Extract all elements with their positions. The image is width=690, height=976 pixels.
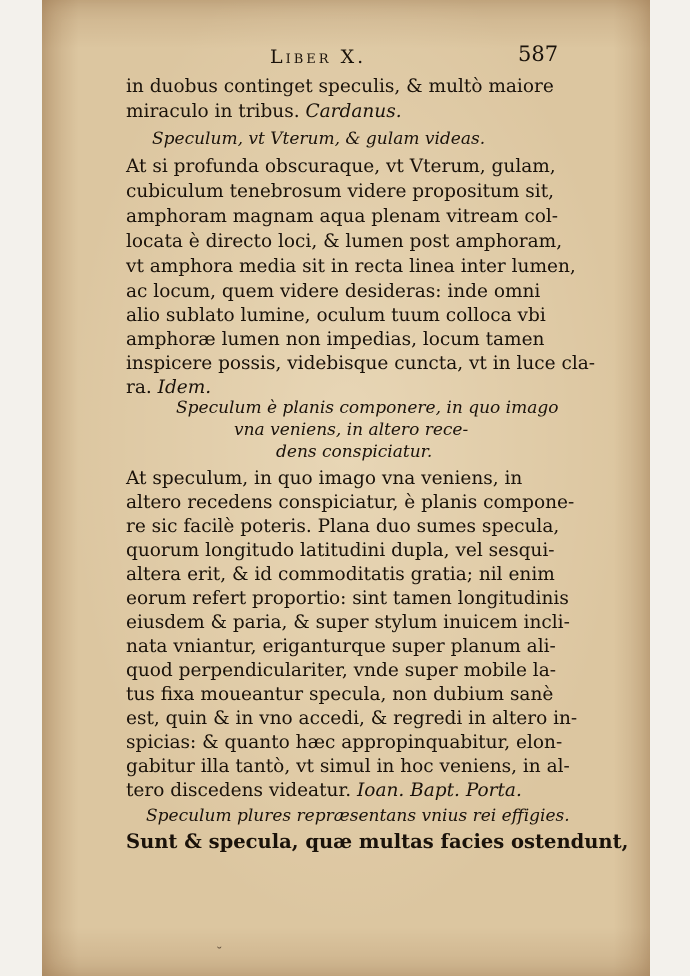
text-line: nata vniantur, eriganturque super planum ali-: [126, 636, 556, 657]
text-line: Sunt & specula, quæ multas facies ostendunt,: [126, 830, 629, 853]
text-line: eiusdem & paria, & super stylum inuicem incli-: [126, 612, 570, 633]
text-line: eorum refert proportio: sint tamen longitudinis: [126, 588, 569, 609]
section-heading: Speculum è planis componere, in quo imago: [176, 398, 559, 418]
text-line: altera erit, & id commoditatis gratia; nil enim: [126, 564, 555, 585]
section-heading: Speculum plures repræsentans vnius rei effigies.: [146, 806, 570, 826]
marginal-mark: ˘: [217, 945, 222, 960]
text-line: vt amphora media sit in recta linea inter lumen,: [126, 256, 576, 277]
text-line: cubiculum tenebrosum videre propositum sit,: [126, 181, 555, 202]
text-line: spicias: & quanto hæc appropinquabitur, elon-: [126, 732, 563, 753]
section-heading: Speculum, vt Vterum, & gulam videas.: [152, 129, 486, 149]
text-line: quod perpendiculariter, vnde super mobile la-: [126, 660, 556, 681]
text-line: gabitur illa tantò, vt simul in hoc veniens, in al-: [126, 756, 570, 777]
text-line: miraculo in tribus. Cardanus.: [126, 101, 402, 122]
text-line: tero discedens videatur. Ioan. Bapt. Porta.: [126, 780, 522, 801]
text-line: At si profunda obscuraque, vt Vterum, gulam,: [126, 156, 556, 177]
section-heading: dens conspiciatur.: [276, 442, 433, 462]
text-line: At speculum, in quo imago vna veniens, in: [126, 468, 523, 489]
text-line: in duobus continget speculis, & multò maiore: [126, 76, 554, 97]
text-line: quorum longitudo latitudini dupla, vel sesqui-: [126, 540, 555, 561]
text-line: ac locum, quem videre desideras: inde omni: [126, 281, 541, 302]
text-line: ra. Idem.: [126, 377, 212, 398]
text-line: amphoram magnam aqua plenam vitream col-: [126, 206, 559, 227]
text-line: alio sublato lumine, oculum tuum colloca vbi: [126, 305, 546, 326]
section-heading: vna veniens, in altero rece-: [234, 420, 469, 440]
text-line: locata è directo loci, & lumen post amphoram,: [126, 231, 563, 252]
text-line: tus fixa moueantur specula, non dubium sanè: [126, 684, 554, 705]
text-line: altero recedens conspiciatur, è planis compone-: [126, 492, 575, 513]
text-line: amphoræ lumen non impedias, locum tamen: [126, 329, 545, 350]
text-line: re sic facilè poteris. Plana duo sumes specula,: [126, 516, 560, 537]
page-number: 587: [518, 42, 559, 66]
running-title: Liber X.: [270, 46, 367, 68]
text-line: est, quin & in vno accedi, & regredi in altero in-: [126, 708, 578, 729]
book-page: [42, 0, 650, 976]
text-line: inspicere possis, videbisque cuncta, vt in luce cla-: [126, 353, 596, 374]
